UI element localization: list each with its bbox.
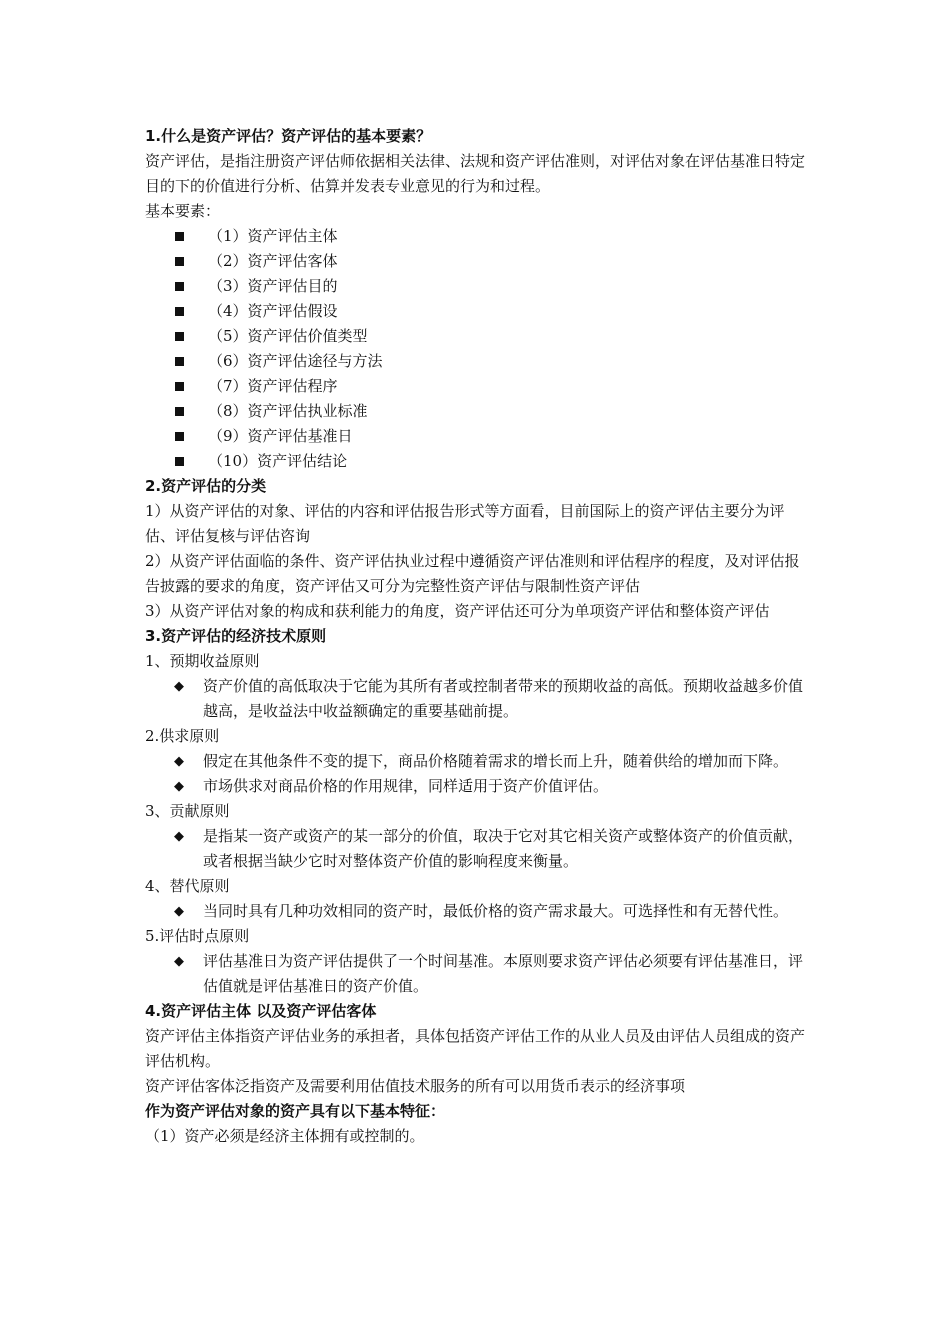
- principle-title: 5.评估时点原则: [145, 927, 250, 945]
- section-4-heading: 4.资产评估主体 以及资产评估客体: [145, 1002, 377, 1020]
- square-bullet-icon: [175, 357, 184, 366]
- classification-1: 1）从资产评估的对象、评估的内容和评估报告形式等方面看，目前国际上的资产评估主要分为评估、评估复核与评估咨询: [145, 502, 785, 545]
- square-bullet-icon: [175, 432, 184, 441]
- principle-bullet: [145, 949, 807, 999]
- diamond-bullet-icon: ◆: [174, 954, 184, 969]
- principle-bullet-text: 评估基准日为资产评估提供了一个时间基准。本原则要求资产评估必须要有评估基准日，评估值就是评估基准日的资产价值。: [203, 952, 804, 995]
- section-1-heading: 1.什么是资产评估？资产评估的基本要素？: [145, 127, 432, 145]
- list-item-text: （10）资产评估结论: [208, 452, 348, 470]
- principle-title: 4、替代原则: [145, 877, 230, 895]
- principle-bullet-text: 假定在其他条件不变的提下，商品价格随着需求的增长而上升，随着供给的增加而下降。: [203, 752, 789, 770]
- list-item: [145, 374, 807, 399]
- list-item: [145, 299, 807, 324]
- diamond-bullet-icon: ◆: [174, 754, 184, 769]
- list-item: [145, 249, 807, 274]
- list-item: [145, 324, 807, 349]
- principle-bullet-text: 市场供求对商品价格的作用规律，同样适用于资产价值评估。: [203, 777, 609, 795]
- principle-bullet: [145, 774, 807, 799]
- list-item-text: （8）资产评估执业标准: [208, 402, 368, 420]
- diamond-bullet-icon: ◆: [174, 829, 184, 844]
- list-item: [145, 424, 807, 449]
- list-item-text: （9）资产评估基准日: [208, 427, 353, 445]
- section-3-heading: 3.资产评估的经济技术原则: [145, 627, 327, 645]
- list-item: [145, 449, 807, 474]
- list-item-text: （3）资产评估目的: [208, 277, 338, 295]
- principle-bullet-text: 资产价值的高低取决于它能为其所有者或控制者带来的预期收益的高低。预期收益越多价值越高，是收益法中收益额确定的重要基础前提。: [203, 677, 804, 720]
- principles-list: [145, 649, 807, 999]
- features-heading: 作为资产评估对象的资产具有以下基本特征：: [145, 1102, 446, 1120]
- principle-bullet-text: 当同时具有几种功效相同的资产时，最低价格的资产需求最大。可选择性和有无替代性。: [203, 902, 789, 920]
- diamond-bullet-icon: ◆: [174, 904, 184, 919]
- list-item: [145, 224, 807, 249]
- list-item: [145, 274, 807, 299]
- list-item-text: （7）资产评估程序: [208, 377, 338, 395]
- section-2-heading: 2.资产评估的分类: [145, 477, 267, 495]
- square-bullet-icon: [175, 332, 184, 341]
- feature-1: （1）资产必须是经济主体拥有或控制的。: [145, 1127, 425, 1145]
- principle-bullet: [145, 899, 807, 924]
- list-item: [145, 399, 807, 424]
- list-item: [145, 349, 807, 374]
- list-item-text: （6）资产评估途径与方法: [208, 352, 383, 370]
- principle-bullet: [145, 749, 807, 774]
- list-item-text: （2）资产评估客体: [208, 252, 338, 270]
- principle-title: 1、预期收益原则: [145, 652, 260, 670]
- square-bullet-icon: [175, 282, 184, 291]
- square-bullet-icon: [175, 257, 184, 266]
- principle-bullet-text: 是指某一资产或资产的某一部分的价值，取决于它对其它相关资产或整体资产的价值贡献，或者根据当缺少它时对整体资产价值的影响程度来衡量。: [203, 827, 804, 870]
- diamond-bullet-icon: ◆: [174, 779, 184, 794]
- list-item-text: （4）资产评估假设: [208, 302, 338, 320]
- elements-label: 基本要素：: [145, 202, 221, 220]
- list-item-text: （1）资产评估主体: [208, 227, 338, 245]
- diamond-bullet-icon: ◆: [174, 679, 184, 694]
- object-paragraph: 资产评估客体泛指资产及需要利用估值技术服务的所有可以用货币表示的经济事项: [145, 1077, 686, 1095]
- elements-list: [145, 224, 807, 474]
- subject-paragraph: 资产评估主体指资产评估业务的承担者，具体包括资产评估工作的从业人员及由评估人员组成的资产评估机构。: [145, 1027, 806, 1070]
- principle-bullet: [145, 674, 807, 724]
- principle-bullet: [145, 824, 807, 874]
- classification-2: 2）从资产评估面临的条件、资产评估执业过程中遵循资产评估准则和评估程序的程度，及对评估报告披露的要求的角度，资产评估又可分为完整性资产评估与限制性资产评估: [145, 552, 800, 595]
- principle-title: 3、贡献原则: [145, 802, 230, 820]
- classification-3: 3）从资产评估对象的构成和获利能力的角度，资产评估还可分为单项资产评估和整体资产评估: [145, 602, 770, 620]
- section-1-paragraph: 资产评估，是指注册资产评估师依据相关法律、法规和资产评估准则，对评估对象在评估基准日特定目的下的价值进行分析、估算并发表专业意见的行为和过程。: [145, 152, 806, 195]
- square-bullet-icon: [175, 407, 184, 416]
- square-bullet-icon: [175, 457, 184, 466]
- square-bullet-icon: [175, 232, 184, 241]
- square-bullet-icon: [175, 382, 184, 391]
- list-item-text: （5）资产评估价值类型: [208, 327, 368, 345]
- document-body: [145, 124, 807, 1149]
- square-bullet-icon: [175, 307, 184, 316]
- principle-title: 2.供求原则: [145, 727, 220, 745]
